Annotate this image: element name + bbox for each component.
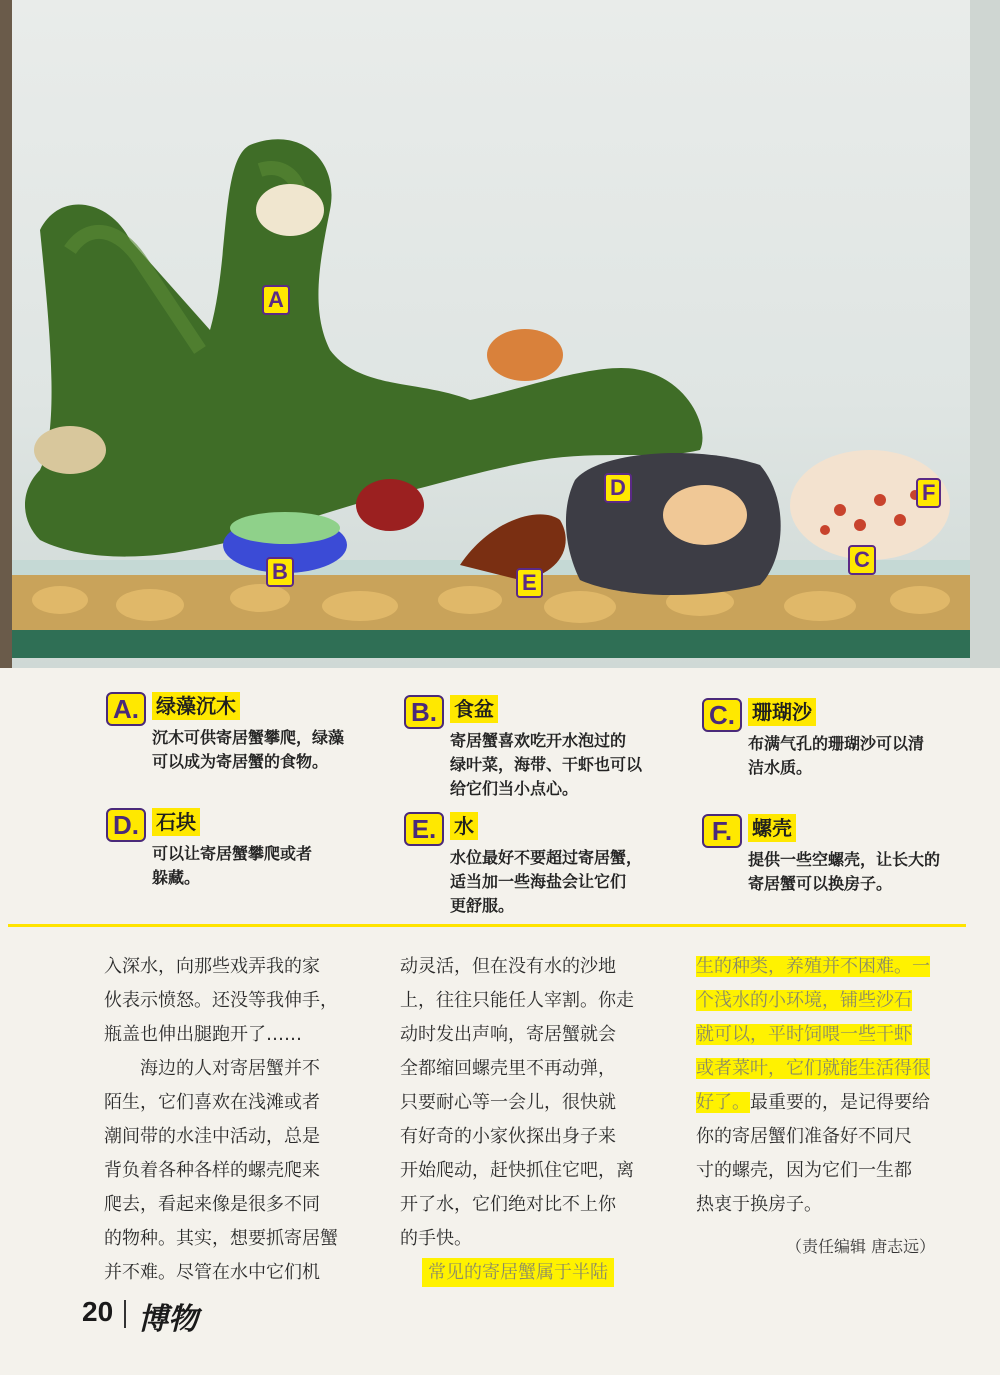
- highlight-text: 就可以，平时饲喂一些干虾: [696, 1024, 912, 1045]
- text-line: 只要耐心等一会儿，很快就: [400, 1092, 616, 1113]
- page-number: 20: [82, 1296, 114, 1327]
- legend-letter: D.: [106, 808, 146, 842]
- text-line: 爬去，看起来像是很多不同: [104, 1194, 320, 1215]
- legend-item-a: [106, 692, 396, 802]
- legend-letter: B.: [404, 695, 444, 729]
- legend-item-f: [702, 814, 992, 924]
- legend-desc: [450, 846, 682, 918]
- text-line: [696, 1086, 976, 1120]
- legend-desc-line: 寄居蟹喜欢吃开水泡过的: [450, 731, 627, 750]
- legend-desc: [748, 848, 980, 896]
- legend-desc-line: 适当加一些海盐会让它们: [450, 872, 627, 891]
- marker-a: A: [262, 285, 290, 315]
- highlighted-line: [696, 984, 976, 1018]
- text-line: 并不难。尽管在水中它们机: [104, 1262, 320, 1283]
- text-line: 背负着各种各样的螺壳爬来: [104, 1160, 320, 1181]
- marker-d: D: [604, 473, 632, 503]
- legend-title: 绿藻沉木: [152, 692, 240, 720]
- text-line: 开了水，它们绝对比不上你: [400, 1194, 616, 1215]
- text-line: 动时发出声响，寄居蟹就会: [400, 1024, 616, 1045]
- text-line: 热衷于换房子。: [696, 1194, 822, 1215]
- legend-desc-line: 给它们当小点心。: [450, 779, 579, 798]
- legend-title: 珊瑚沙: [748, 698, 816, 726]
- text-line: 动灵活，但在没有水的沙地: [400, 956, 616, 977]
- text-line: 有好奇的小家伙探出身子来: [400, 1126, 616, 1147]
- text-line: 潮间带的水洼中活动，总是: [104, 1126, 320, 1147]
- text-line: 全都缩回螺壳里不再动弹，: [400, 1058, 616, 1079]
- aquarium-photo: [0, 0, 1000, 668]
- legend-desc-line: 洁水质。: [748, 758, 813, 777]
- highlight-text: 个浅水的小环境，铺些沙石: [696, 990, 912, 1011]
- legend-desc-line: 布满气孔的珊瑚沙可以清: [748, 734, 925, 753]
- legend-title: 食盆: [450, 695, 498, 723]
- legend-desc-line: 可以成为寄居蟹的食物。: [152, 752, 329, 771]
- text-line: 瓶盖也伸出腿跑开了……: [104, 1024, 302, 1045]
- text-line: 海边的人对寄居蟹并不: [140, 1058, 320, 1079]
- marker-f: F: [916, 478, 941, 508]
- text-line: 入深水，向那些戏弄我的家: [104, 956, 320, 977]
- legend-desc: [152, 842, 384, 890]
- legend-desc: [748, 732, 980, 780]
- text-line: 伙表示愤怒。还没等我伸手，: [104, 990, 338, 1011]
- text-line: 陌生，它们喜欢在浅滩或者: [104, 1092, 320, 1113]
- highlight-text: 好了。: [696, 1092, 750, 1113]
- legend-title: 水: [450, 812, 478, 840]
- legend-desc-line: 水位最好不要超过寄居蟹，: [450, 848, 643, 867]
- marker-e: E: [516, 568, 543, 598]
- legend-desc-line: 绿叶菜，海带、干虾也可以: [450, 755, 643, 774]
- marker-c: C: [848, 545, 876, 575]
- highlighted-line: [696, 1018, 976, 1052]
- text-segment: 最重要的，是记得要给: [750, 1092, 930, 1113]
- article-column-1: [104, 950, 384, 1290]
- legend-letter: A.: [106, 692, 146, 726]
- section-divider: [8, 924, 966, 927]
- text-line: 的物种。其实，想要抓寄居蟹: [104, 1228, 338, 1249]
- publication-name: 博物: [138, 1303, 198, 1336]
- legend-desc-line: 提供一些空螺壳，让长大的: [748, 850, 941, 869]
- legend-item-e: [404, 812, 694, 922]
- text-line: 开始爬动，赶快抓住它吧，离: [400, 1160, 634, 1181]
- footer-divider: [124, 1300, 126, 1328]
- legend-title: 石块: [152, 808, 200, 836]
- marker-b: B: [266, 557, 294, 587]
- highlight-text: 常见的寄居蟹属于半陆: [422, 1258, 614, 1287]
- legend-item-c: [702, 698, 992, 808]
- highlighted-line: [696, 1052, 976, 1086]
- legend-desc-line: 沉木可供寄居蟹攀爬，绿藻: [152, 728, 345, 747]
- legend-letter: E.: [404, 812, 444, 846]
- text-line: 你的寄居蟹们准备好不同尺: [696, 1126, 912, 1147]
- highlight-text: 生的种类，养殖并不困难。一: [696, 956, 930, 977]
- legend-desc: [152, 726, 384, 774]
- highlight-text: 或者菜叶，它们就能生活得很: [696, 1058, 930, 1079]
- text-line: 寸的螺壳，因为它们一生都: [696, 1160, 912, 1181]
- legend-title: 螺壳: [748, 814, 796, 842]
- legend-item-b: [404, 695, 694, 805]
- text-line: 上，往往只能任人宰割。你走: [400, 990, 634, 1011]
- text-line: 的手快。: [400, 1228, 472, 1249]
- legend-item-d: [106, 808, 396, 918]
- legend-desc-line: 躲藏。: [152, 868, 201, 887]
- legend-desc-line: 更舒服。: [450, 896, 515, 915]
- highlighted-line: [696, 950, 976, 984]
- legend-letter: F.: [702, 814, 742, 848]
- legend-desc-line: 可以让寄居蟹攀爬或者: [152, 844, 313, 863]
- legend-desc-line: 寄居蟹可以换房子。: [748, 874, 893, 893]
- legend-letter: C.: [702, 698, 742, 732]
- article-column-3: [696, 950, 976, 1222]
- highlighted-line: [422, 1256, 674, 1290]
- editor-credit: （责任编辑 唐志远）: [786, 1237, 936, 1256]
- legend-desc: [450, 729, 682, 801]
- article-column-2: [400, 950, 680, 1290]
